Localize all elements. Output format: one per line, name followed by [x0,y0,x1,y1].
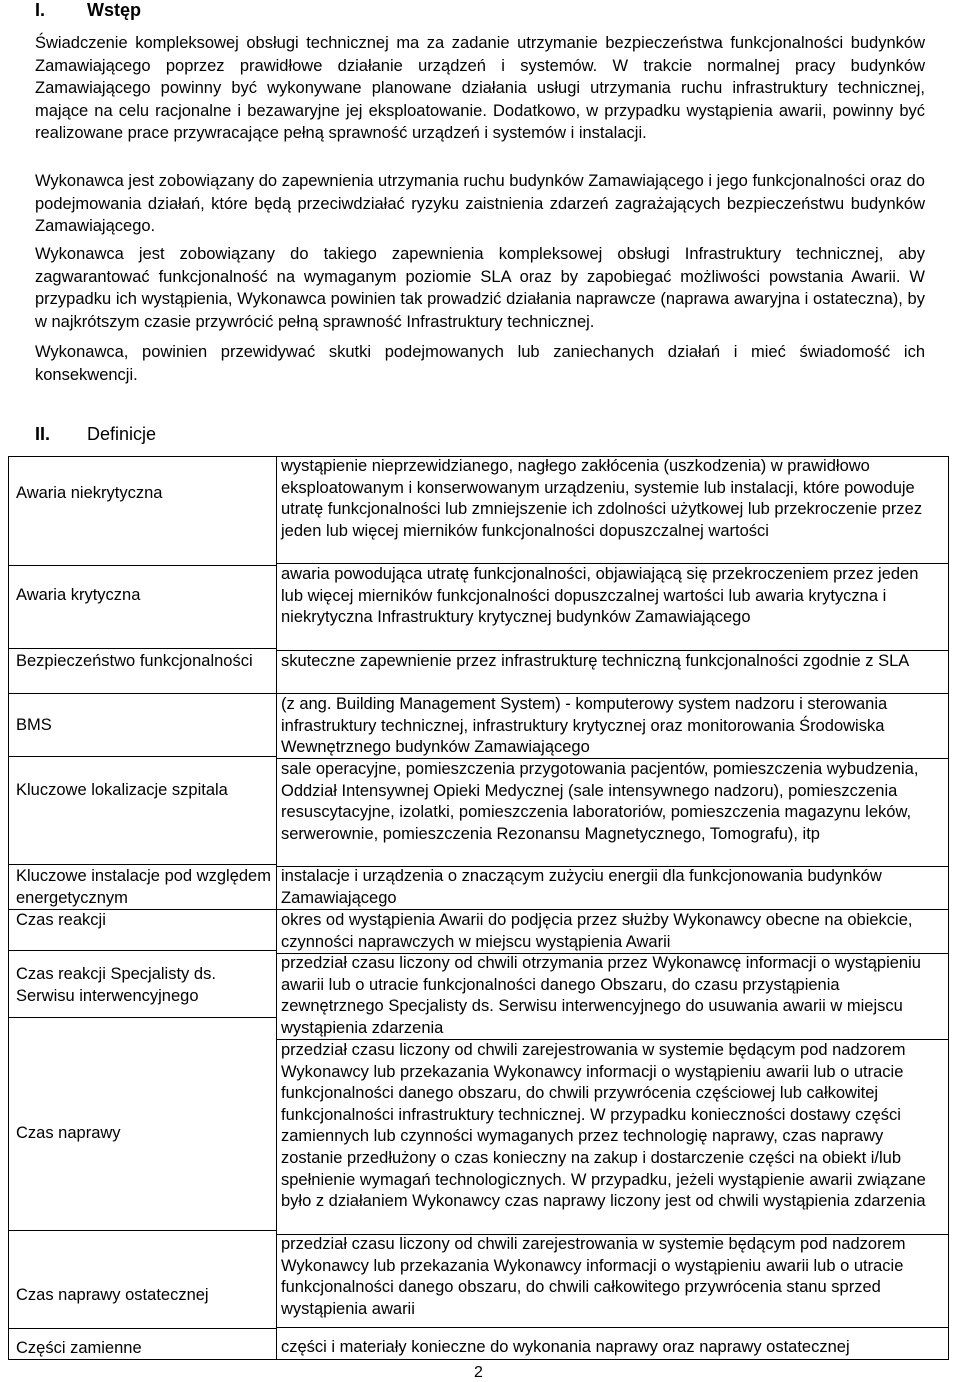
definition-term: Kluczowe lokalizacje szpitala [16,781,228,799]
definition-term: Kluczowe instalacje pod względem energetycznym [16,867,271,907]
definition-term: Czas naprawy [16,1124,121,1142]
definition-term: Czas reakcji Specjalisty ds. Serwisu interwencyjnego [16,965,216,1005]
section-title: Definicje [87,424,157,444]
definition-text: skuteczne zapewnienie przez infrastrukturę techniczną funkcjonalności zgodnie z SLA [281,652,910,670]
definition-text: przedział czasu liczony od chwili zarejestrowania w systemie będącym pod nadzorem Wykonawcy lub przekazania Wykonawcy informacji o wystąpieniu awarii lub o utracie funkcjonalności danego obszaru, do chwili przywrócenia częściowej lub całkowitej funkcjonalności infrastruktury technicznej. W przypadku konieczności dostawy części zamiennych lub czynności wymaganych przez technologię naprawy, czas naprawy zostanie przedłużony o czas konieczny na zakup i dostarczenie części na obiekt i/lub spełnienie wymagań technologicznych. W przypadku, jeżeli wystąpienie awarii związane było z działaniem Wykonawcy czas naprawy liczony jest od chwili wystąpienia zdarzenia [281,1041,926,1211]
definition-text: (z ang. Building Management System) - komputerowy system nadzoru i sterowania infrastruktury technicznej, infrastruktury krytycznej oraz monitorowania Środowiska Wewnętrznego budynków Zamawiającego [281,695,888,757]
definition-text: instalacje i urządzenia o znaczącym zużyciu energii dla funkcjonowania budynków Zamawiającego [281,867,882,907]
page-number: 2 [474,1364,483,1381]
definition-text: wystąpienie nieprzewidzianego, nagłego zakłócenia (uszkodzenia) w prawidłowo eksploatowanym i konserwowanym urządzeniu, systemie lub instalacji, które powoduje utratę funkcjonalności lub zmniejszenie ich zdolności użytkowej lub przekroczenie przez jeden lub więcej mierników funkcjonalności dopuszczalnej wartości [281,457,923,540]
definition-term: Awaria krytyczna [16,586,141,604]
definition-term: Bezpieczeństwo funkcjonalności [16,652,253,670]
definition-text: sale operacyjne, pomieszczenia przygotowania pacjentów, pomieszczenia wybudzenia, Oddział Intensywnej Opieki Medycznej (sale intensywnego nadzoru), pomieszczenia resuscytacyjne, izolatki, pomieszczenia laboratoriów, pomieszczenia magazynu leków, serwerownie, pomieszczenia Rezonansu Magnetycznego, Tomografu), itp [281,760,919,843]
section-number: II. [35,424,51,444]
definition-text: okres od wystąpienia Awarii do podjęcia przez służby Wykonawcy obecne na obiekcie, czynności naprawczych w miejscu wystąpienia Awarii [281,911,913,951]
definition-text: przedział czasu liczony od chwili otrzymania przez Wykonawcę informacji o wystąpieniu awarii lub o utracie funkcjonalności danego Obszaru, do czasu przystąpienia zewnętrznego Specjalisty ds. Serwisu interwencyjnego do usuwania awarii w miejscu wystąpienia zdarzenia [281,954,921,1037]
definition-text: części i materiały konieczne do wykonania naprawy oraz naprawy ostatecznej [281,1338,850,1356]
intro-paragraph: Wykonawca jest zobowiązany do takiego zapewnienia kompleksowej obsługi Infrastruktury technicznej, aby zagwarantować funkcjonalność na wymaganym poziomie SLA oraz by zapobiegać możliwości powstania Awarii. W przypadku ich wystąpienia, Wykonawca powinien tak prowadzić działania naprawcze (naprawa awaryjna i ostateczna), by w najkrótszym czasie przywrócić pełną sprawność Infrastruktury technicznej. [35,245,925,331]
definition-term: BMS [16,716,52,734]
section-title: Wstęp [87,0,141,20]
intro-paragraph: Wykonawca, powinien przewidywać skutki podejmowanych lub zaniechanych działań i mieć świadomość ich konsekwencji. [35,343,925,384]
intro-paragraph: Wykonawca jest zobowiązany do zapewnienia utrzymania ruchu budynków Zamawiającego i jego funkcjonalności oraz do podejmowania działań, które będą przeciwdziałać ryzyku zaistnienia zdarzeń zagrażających bezpieczeństwu budynków Zamawiającego. [35,172,925,235]
definition-term: Awaria niekrytyczna [16,484,163,502]
intro-paragraph: Świadczenie kompleksowej obsługi technicznej ma za zadanie utrzymanie bezpieczeństwa funkcjonalności budynków Zamawiającego poprzez prawidłowe działanie urządzeń i systemów. W trakcie normalnej pracy budynków Zamawiającego powinny być wykonywane planowane działania usługi utrzymania ruchu infrastruktury technicznej, mające na celu racjonalne i bezawaryjne jej eksploatowanie. Dodatkowo, w przypadku wystąpienia awarii, powinny być realizowane prace przywracające pełną sprawność urządzeń i systemów i instalacji. [35,34,925,142]
definition-text: awaria powodująca utratę funkcjonalności, objawiającą się przekroczeniem przez jeden lub więcej mierników funkcjonalności dopuszczalnej wartości lub awaria krytyczna i niekrytyczna Infrastruktury krytycznej budynków Zamawiającego [281,565,919,627]
section-number: I. [35,0,46,20]
definition-term: Czas reakcji [16,911,106,929]
definition-term: Czas naprawy ostatecznej [16,1286,209,1304]
definition-text: przedział czasu liczony od chwili zarejestrowania w systemie będącym pod nadzorem Wykonawcy lub przekazania Wykonawcy informacji o wystąpieniu awarii lub o utracie funkcjonalności danego obszaru, do chwili całkowitego przywrócenia stanu sprzed wystąpienia awarii [281,1235,906,1318]
definitions-table [8,456,949,1360]
definition-term: Części zamienne [16,1339,142,1357]
